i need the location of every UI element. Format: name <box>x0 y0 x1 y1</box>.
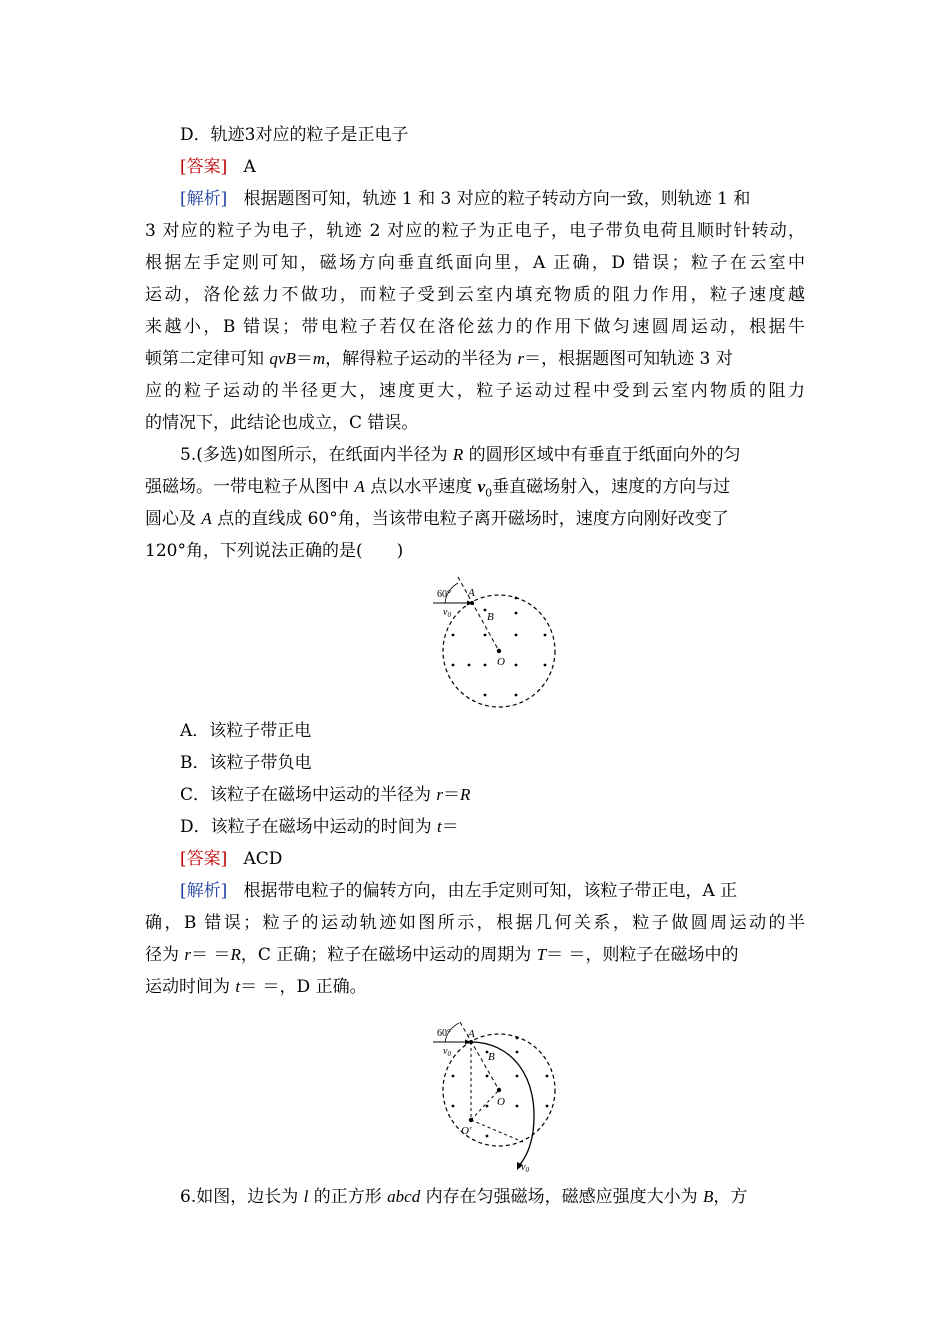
formula-var: R <box>230 945 241 964</box>
q6-stem-line-1 <box>180 1186 805 1208</box>
formula-var: m <box>312 349 326 368</box>
field-dot <box>452 1075 455 1078</box>
text-run: 运动时间为 <box>145 977 236 997</box>
q5-stem-line-2 <box>145 476 805 504</box>
angle-label: 60° <box>437 589 451 600</box>
field-dot <box>515 634 518 637</box>
q4-analysis-line-1 <box>180 188 805 210</box>
q5-analysis-line-2: 确，B 错误；粒子的运动轨迹如图所示，根据几何关系，粒子做圆周运动的半 <box>145 913 805 933</box>
q4-analysis-line-4: 运动，洛伦兹力不做功，而粒子受到云室内填充物质的阻力作用，粒子速度越 <box>145 285 805 305</box>
formula-var: r <box>517 349 525 368</box>
field-dot <box>515 597 518 600</box>
label-v0-exit <box>521 1162 529 1174</box>
text-run: 顿第二定律可知 <box>145 349 270 369</box>
label-o-prime: O′ <box>461 1125 472 1137</box>
field-dot <box>516 1075 519 1078</box>
analysis-text: 根据题图可知，轨迹 1 和 3 对应的粒子转动方向一致，则轨迹 1 和 <box>243 189 751 209</box>
figure-magnetic-field-2 <box>425 1020 570 1175</box>
analysis-tag: [解析] <box>180 189 228 209</box>
v0-letter: v <box>443 1046 448 1057</box>
label-b: B <box>487 611 494 623</box>
q4-analysis-line-5: 来越小，B 错误；带电粒子若仅在洛伦兹力的作用下做匀速圆周运动，根据牛 <box>145 317 805 337</box>
center-o-dot <box>497 649 501 653</box>
q5-analysis-line-1 <box>180 880 805 902</box>
field-dot <box>516 1051 519 1054</box>
text-run: 垂直磁场射入，速度的方向与过 <box>492 477 731 497</box>
text-run: D．该粒子在磁场中运动的时间为 <box>180 817 438 837</box>
q4-analysis-line-8: 的情况下，此结论也成立，C 错误。 <box>145 413 419 433</box>
q5-stem-line-1 <box>180 444 805 466</box>
field-dot <box>452 664 455 667</box>
figure-magnetic-field-1 <box>425 575 565 710</box>
formula-var: R <box>460 785 471 804</box>
center-o-prime-dot <box>469 1118 473 1122</box>
q4-analysis-line-3: 根据左手定则可知，磁场方向垂直纸面向里，A 正确，D 错误；粒子在云室中 <box>145 253 805 273</box>
text-run: 圆心及 <box>145 509 202 529</box>
field-dot <box>484 609 487 612</box>
field-dot <box>484 694 487 697</box>
formula-var: R <box>452 445 464 464</box>
text-run: ，方 <box>713 1187 748 1207</box>
field-dot <box>515 612 518 615</box>
text-run: ＝，根据题图可知轨迹 3 对 <box>524 349 733 369</box>
field-dot <box>486 1135 489 1138</box>
formula-sub: 0 <box>485 486 493 500</box>
text-run: ＝ <box>443 785 461 805</box>
field-dot <box>515 694 518 697</box>
text-run: 径为 <box>145 945 185 965</box>
text-run: 5.(多选)如图所示，在纸面内半径为 <box>180 445 453 465</box>
formula-var: A <box>354 477 365 496</box>
formula-var: l <box>303 1187 309 1206</box>
q5-option-d <box>180 816 840 838</box>
text-run: ＝ ＝，D 正确。 <box>240 977 367 997</box>
point-a-dot <box>470 601 474 605</box>
formula-var: B <box>703 1187 714 1206</box>
analysis-tag: [解析] <box>180 881 228 901</box>
q5-option-a: A．该粒子带正电 <box>180 721 312 741</box>
q4-analysis-line-7: 应的粒子运动的半径更大，速度更大，粒子运动过程中受到云室内物质的阻力 <box>145 381 805 401</box>
text-run: 点以水平速度 <box>364 477 478 497</box>
radius-line-exit <box>471 1120 523 1142</box>
label-b: B <box>488 1051 495 1063</box>
label-a: A <box>468 587 475 599</box>
formula-var: qvB <box>269 349 296 368</box>
q4-analysis-line-2: 3 对应的粒子为电子，轨迹 2 对应的粒子为正电子，电子带负电荷且顺时针转动， <box>145 221 805 241</box>
formula-var: t <box>437 817 442 836</box>
text-run: 内存在匀强磁场，磁感应强度大小为 <box>420 1187 704 1207</box>
formula-var: T <box>536 945 547 964</box>
q4-analysis-line-6 <box>145 348 805 370</box>
text-run: 的圆形区域中有垂直于纸面向外的匀 <box>463 445 741 465</box>
q5-stem-line-3 <box>145 508 805 530</box>
field-dot <box>452 634 455 637</box>
text-run: ＝ ＝ <box>191 945 231 965</box>
field-dot <box>484 634 487 637</box>
v0-letter: v <box>521 1162 526 1173</box>
field-dot <box>486 1051 489 1054</box>
q4-option-d: D．轨迹3对应的粒子是正电子 <box>180 125 409 145</box>
v0-letter: v <box>443 607 448 618</box>
v0-sub: 0 <box>525 1166 529 1174</box>
field-dot <box>468 664 471 667</box>
label-v0 <box>443 607 451 619</box>
v0-sub: 0 <box>447 611 451 619</box>
field-dot <box>452 1105 455 1108</box>
field-dot <box>486 1105 489 1108</box>
label-a: A <box>468 1028 475 1040</box>
text-run: ＝ <box>441 817 459 837</box>
line-o-prime-o <box>471 1090 499 1120</box>
q4-answer <box>180 156 840 178</box>
formula-var: r <box>184 945 192 964</box>
text-run: ，解得粒子运动的半径为 <box>325 349 518 369</box>
formula-var: abcd <box>387 1187 421 1206</box>
q5-option-c <box>180 784 840 806</box>
point-a-dot <box>469 1040 473 1044</box>
angle-label: 60° <box>437 1028 451 1039</box>
field-dot <box>484 664 487 667</box>
answer-tag: [答案] <box>180 849 228 869</box>
field-dot <box>515 664 518 667</box>
q5-option-b: B．该粒子带负电 <box>180 753 312 773</box>
analysis-text: 根据带电粒子的偏转方向，由左手定则可知，该粒子带正电，A 正 <box>243 881 738 901</box>
field-dot <box>544 664 547 667</box>
formula-var: A <box>201 509 212 528</box>
field-dot <box>516 1105 519 1108</box>
q5-analysis-line-3 <box>145 944 805 966</box>
field-dot <box>546 1075 549 1078</box>
field-dot <box>546 1105 549 1108</box>
v0-sub: 0 <box>447 1050 451 1058</box>
field-dots <box>452 597 547 697</box>
q5-answer <box>180 848 840 870</box>
label-v0 <box>443 1046 451 1058</box>
field-dot <box>544 634 547 637</box>
label-o: O <box>497 1096 505 1108</box>
text-run: 强磁场。一带电粒子从图中 <box>145 477 355 497</box>
field-dot <box>486 1075 489 1078</box>
formula-var: v <box>477 477 486 496</box>
formula-var: r <box>436 785 444 804</box>
text-run: 点的直线成 60°角，当该带电粒子离开磁场时，速度方向刚好改变了 <box>211 509 729 529</box>
answer-value: A <box>243 157 256 177</box>
text-run: ＝ ＝，则粒子在磁场中的 <box>546 945 739 965</box>
text-run: ＝ <box>295 349 313 369</box>
answer-tag: [答案] <box>180 157 228 177</box>
label-o: O <box>497 656 505 668</box>
answer-value: ACD <box>243 849 283 869</box>
text-run: 的正方形 <box>308 1187 388 1207</box>
q5-analysis-line-4 <box>145 976 805 998</box>
text-run: 6.如图，边长为 <box>180 1187 304 1207</box>
text-run: C．该粒子在磁场中运动的半径为 <box>180 785 437 805</box>
q5-stem-line-4: 120°角，下列说法正确的是( ) <box>145 541 404 561</box>
formula-var: t <box>235 977 241 996</box>
center-o-dot <box>497 1088 501 1092</box>
field-dot <box>516 1037 519 1040</box>
text-run: ，C 正确；粒子在磁场中运动的周期为 <box>240 945 537 965</box>
